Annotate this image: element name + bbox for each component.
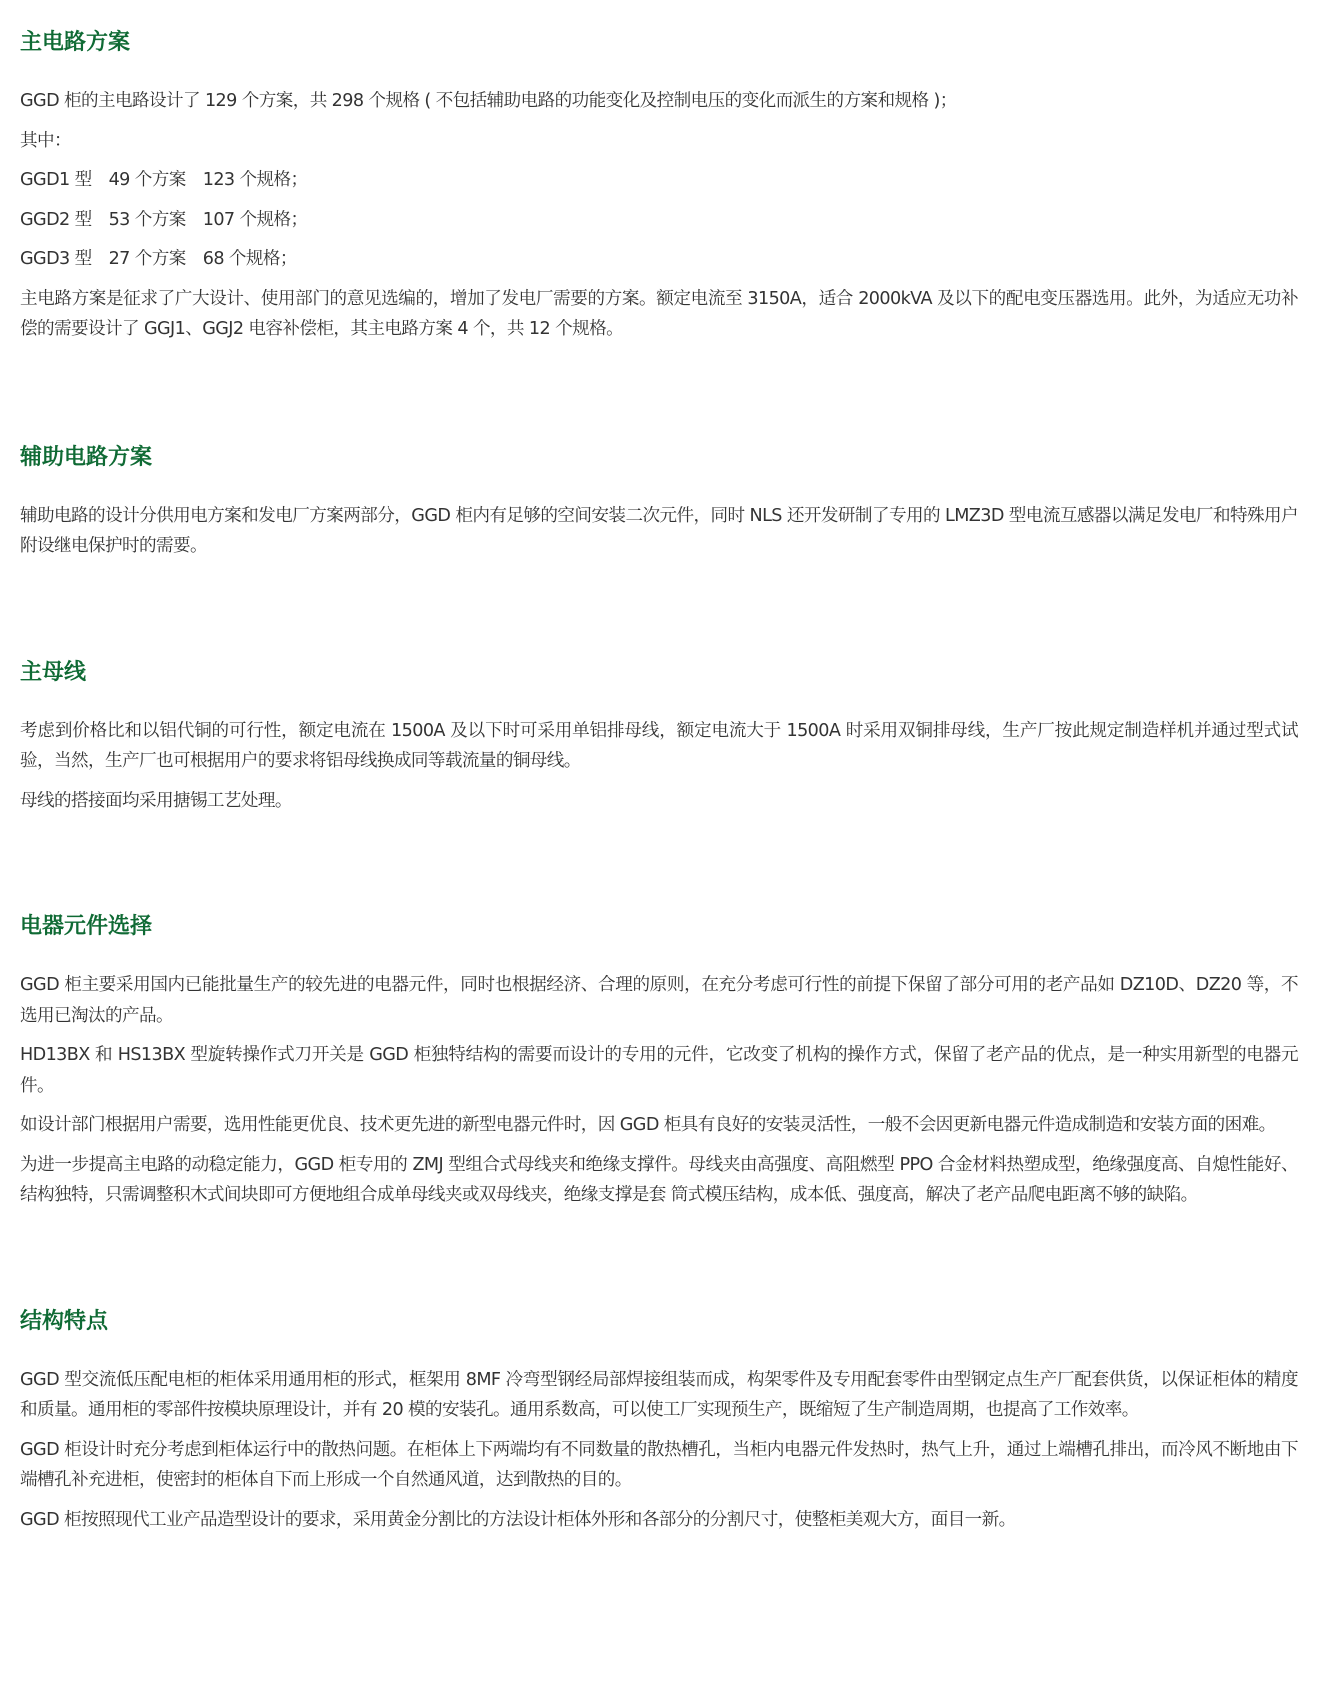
section-body — [20, 716, 1298, 817]
paragraph: 为进一步提高主电路的动稳定能力，GGD 柜专用的 ZMJ 型组合式母线夹和绝缘支撑件。母线夹由高强度、高阻燃型 PPO 合金材料热塑成型，绝缘强度高、自熄性能好、结构独特，只需调整积木式间块即可方便地组合成单母线夹或双母线夹，绝缘支撑是套 筒式模压结构，成本低、强度高，解决了老产品爬电距离不够的缺陷。 — [20, 1154, 1298, 1205]
paragraph: 其中： — [20, 130, 71, 151]
section-body — [20, 501, 1298, 562]
paragraph: HD13BX 和 HS13BX 型旋转操作式刀开关是 GGD 柜独特结构的需要而设计的专用的元件，它改变了机构的操作方式，保留了老产品的优点，是一种实用新型的电器元件。 — [20, 1045, 1298, 1096]
section-aux-circuit — [20, 437, 1298, 562]
paragraph: 主电路方案是征求了广大设计、使用部门的意见选编的，增加了发电厂需要的方案。额定电流至 3150A，适合 2000kVA 及以下的配电变压器选用。此外，为适应无功补偿的需要设计了 GGJ1、GGJ2 电容补偿柜，其主电路方案 4 个，共 12 个规格。 — [20, 288, 1298, 339]
paragraph: GGD 柜主要采用国内已能批量生产的较先进的电器元件，同时也根据经济、合理的原则，在充分考虑可行性的前提下保留了部分可用的老产品如 DZ10D、DZ20 等，不选用已淘汰的产品。 — [20, 975, 1298, 1026]
section-main-circuit — [20, 22, 1298, 345]
section-title: 结构特点 — [20, 1308, 109, 1334]
paragraph: GGD 柜按照现代工业产品造型设计的要求，采用黄金分割比的方法设计柜体外形和各部分的分割尺寸，使整柜美观大方，面目一新。 — [20, 1509, 1016, 1530]
section-body — [20, 86, 1298, 345]
section-title: 电器元件选择 — [20, 914, 153, 939]
paragraph: 母线的搭接面均采用搪锡工艺处理。 — [20, 790, 292, 811]
paragraph: 辅助电路的设计分供用电方案和发电厂方案两部分，GGD 柜内有足够的空间安装二次元件，同时 NLS 还开发研制了专用的 LMZ3D 型电流互感器以满足发电厂和特殊用户附设继电保护时的需要。 — [20, 505, 1298, 556]
paragraph: GGD2 型 53 个方案 107 个规格； — [20, 209, 308, 230]
section-main-busbar — [20, 652, 1298, 817]
section-spacer — [20, 825, 1298, 906]
section-body — [20, 970, 1298, 1211]
paragraph: GGD 柜的主电路设计了 129 个方案，共 298 个规格 ( 不包括辅助电路的功能变化及控制电压的变化而派生的方案和规格 )； — [20, 91, 957, 111]
paragraph: 如设计部门根据用户需要，选用性能更优良、技术更先进的新型电器元件时，因 GGD 柜具有良好的安装灵活性，一般不会因更新电器元件造成制造和安装方面的困难。 — [20, 1115, 1276, 1135]
section-title: 辅助电路方案 — [20, 444, 153, 470]
paragraph: GGD 型交流低压配电柜的柜体采用通用柜的形式，框架用 8MF 冷弯型钢经局部焊接组装而成，构架零件及专用配套零件由型钢定点生产厂配套供货，以保证柜体的精度和质量。通用柜的零部件按模块原理设计，并有 20 模的安装孔。通用系数高，可以使工厂实现预生产，既缩短了生产制造周期，也提高了工作效率。 — [20, 1369, 1298, 1420]
section-title: 主电路方案 — [20, 30, 131, 55]
section-spacer — [20, 1220, 1298, 1301]
section-body — [20, 1365, 1298, 1536]
section-title: 主母线 — [20, 659, 87, 685]
paragraph: GGD1 型 49 个方案 123 个规格； — [20, 170, 308, 190]
paragraph: GGD 柜设计时充分考虑到柜体运行中的散热问题。在柜体上下两端均有不同数量的散热槽孔，当柜内电器元件发热时，热气上升，通过上端槽孔排出，而冷风不断地由下端槽孔补充进柜，使密封的柜体自下而上形成一个自然通风道，达到散热的目的。 — [20, 1439, 1298, 1490]
section-spacer — [20, 571, 1298, 652]
section-components — [20, 906, 1298, 1211]
section-spacer — [20, 354, 1298, 437]
paragraph: 考虑到价格比和以铝代铜的可行性，额定电流在 1500A 及以下时可采用单铝排母线，额定电流大于 1500A 时采用双铜排母线，生产厂按此规定制造样机并通过型式试验，当然，生产厂也可根据用户的要求将铝母线换成同等载流量的铜母线。 — [20, 720, 1298, 771]
section-structure — [20, 1301, 1298, 1536]
paragraph: GGD3 型 27 个方案 68 个规格； — [20, 249, 297, 269]
